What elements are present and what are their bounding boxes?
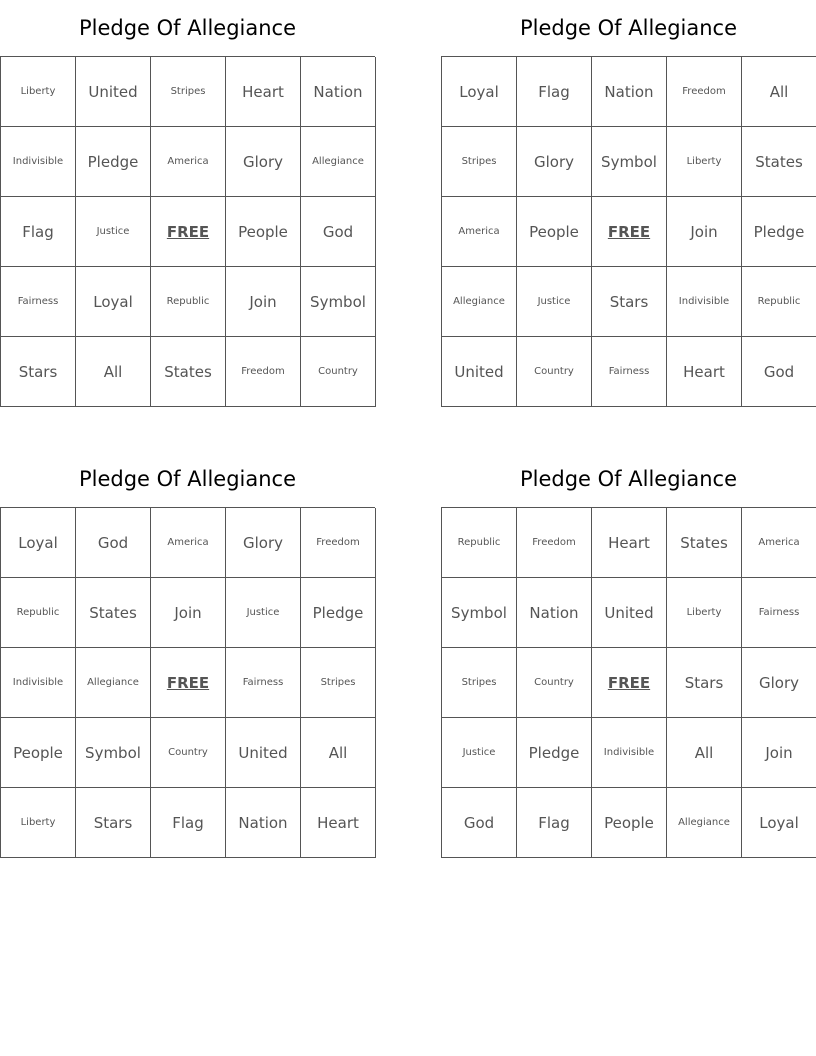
free-space-cell: FREE	[592, 648, 667, 718]
free-space-cell: FREE	[592, 197, 667, 267]
bingo-cell: Allegiance	[442, 267, 517, 337]
bingo-cell: Symbol	[592, 127, 667, 197]
free-space-cell: FREE	[151, 648, 226, 718]
bingo-cell: Pledge	[742, 197, 816, 267]
card-title: Pledge Of Allegiance	[519, 16, 738, 40]
bingo-cell: United	[442, 337, 517, 407]
bingo-cell: God	[442, 788, 517, 858]
bingo-cell: Allegiance	[301, 127, 376, 197]
bingo-grid	[0, 56, 375, 407]
bingo-cell: Liberty	[667, 578, 742, 648]
bingo-cell: United	[226, 718, 301, 788]
bingo-cell: Nation	[301, 57, 376, 127]
bingo-cell: All	[742, 57, 816, 127]
bingo-cell: Stars	[1, 337, 76, 407]
bingo-cell: Indivisible	[592, 718, 667, 788]
bingo-cell: Stripes	[151, 57, 226, 127]
bingo-cell: United	[592, 578, 667, 648]
bingo-cell: Republic	[1, 578, 76, 648]
bingo-cell: God	[76, 508, 151, 578]
bingo-cell: Join	[742, 718, 816, 788]
bingo-cell: America	[151, 127, 226, 197]
bingo-cell: People	[592, 788, 667, 858]
bingo-cell: Fairness	[1, 267, 76, 337]
bingo-cell: Flag	[517, 788, 592, 858]
bingo-cell: Fairness	[592, 337, 667, 407]
card-title: Pledge Of Allegiance	[519, 467, 738, 491]
bingo-cell: Country	[517, 648, 592, 718]
bingo-cell: Symbol	[76, 718, 151, 788]
bingo-cell: Fairness	[226, 648, 301, 718]
card-title: Pledge Of Allegiance	[78, 16, 297, 40]
bingo-cell: Justice	[76, 197, 151, 267]
bingo-cell: All	[301, 718, 376, 788]
card-title: Pledge Of Allegiance	[78, 467, 297, 491]
bingo-cell: Pledge	[76, 127, 151, 197]
bingo-cell: Stars	[592, 267, 667, 337]
bingo-card-2	[441, 0, 816, 407]
bingo-cell: Flag	[517, 57, 592, 127]
bingo-cell: Heart	[667, 337, 742, 407]
bingo-card-1	[0, 0, 375, 407]
bingo-cell: Pledge	[301, 578, 376, 648]
bingo-cell: Glory	[226, 508, 301, 578]
bingo-cell: Flag	[151, 788, 226, 858]
bingo-cell: People	[517, 197, 592, 267]
bingo-cell: Country	[151, 718, 226, 788]
bingo-cell: Symbol	[442, 578, 517, 648]
bingo-cell: States	[742, 127, 816, 197]
bingo-card-4	[441, 451, 816, 858]
bingo-cell: Stars	[76, 788, 151, 858]
bingo-cell: Flag	[1, 197, 76, 267]
bingo-cell: Republic	[151, 267, 226, 337]
bingo-cell: Pledge	[517, 718, 592, 788]
bingo-cell: Join	[667, 197, 742, 267]
bingo-grid	[0, 507, 375, 858]
bingo-cell: States	[151, 337, 226, 407]
bingo-cell: People	[1, 718, 76, 788]
bingo-cell: Glory	[226, 127, 301, 197]
bingo-cell: All	[76, 337, 151, 407]
bingo-cell: Fairness	[742, 578, 816, 648]
bingo-cell: Country	[517, 337, 592, 407]
bingo-cell: Join	[151, 578, 226, 648]
bingo-cell: Allegiance	[76, 648, 151, 718]
bingo-cell: Freedom	[667, 57, 742, 127]
bingo-cell: Heart	[592, 508, 667, 578]
bingo-cell: Heart	[226, 57, 301, 127]
bingo-cell: Loyal	[742, 788, 816, 858]
bingo-cell: People	[226, 197, 301, 267]
bingo-cell: Liberty	[1, 57, 76, 127]
bingo-cell: Country	[301, 337, 376, 407]
bingo-grid	[441, 507, 816, 858]
bingo-cell: Freedom	[517, 508, 592, 578]
bingo-cell: America	[442, 197, 517, 267]
bingo-cell: America	[151, 508, 226, 578]
bingo-cell: God	[742, 337, 816, 407]
bingo-cell: Indivisible	[667, 267, 742, 337]
bingo-cell: Stars	[667, 648, 742, 718]
bingo-cell: Allegiance	[667, 788, 742, 858]
bingo-cell: States	[667, 508, 742, 578]
bingo-cell: America	[742, 508, 816, 578]
bingo-cell: Stripes	[442, 127, 517, 197]
free-space-cell: FREE	[151, 197, 226, 267]
bingo-grid	[441, 56, 816, 407]
bingo-cell: United	[76, 57, 151, 127]
bingo-cell: Freedom	[226, 337, 301, 407]
bingo-cell: Indivisible	[1, 127, 76, 197]
bingo-cell: Glory	[742, 648, 816, 718]
bingo-cell: All	[667, 718, 742, 788]
bingo-cell: Republic	[742, 267, 816, 337]
bingo-cell: Indivisible	[1, 648, 76, 718]
bingo-cell: Nation	[517, 578, 592, 648]
bingo-card-3	[0, 451, 375, 858]
bingo-cell: Join	[226, 267, 301, 337]
bingo-cell: Nation	[226, 788, 301, 858]
bingo-cell: God	[301, 197, 376, 267]
bingo-cell: Justice	[442, 718, 517, 788]
bingo-cell: Freedom	[301, 508, 376, 578]
bingo-cell: States	[76, 578, 151, 648]
bingo-cell: Loyal	[76, 267, 151, 337]
bingo-cell: Liberty	[667, 127, 742, 197]
bingo-cell: Stripes	[301, 648, 376, 718]
bingo-cell: Loyal	[442, 57, 517, 127]
bingo-cell: Symbol	[301, 267, 376, 337]
bingo-cell: Justice	[226, 578, 301, 648]
bingo-cell: Heart	[301, 788, 376, 858]
bingo-cell: Loyal	[1, 508, 76, 578]
bingo-cell: Republic	[442, 508, 517, 578]
bingo-cell: Nation	[592, 57, 667, 127]
bingo-cell: Glory	[517, 127, 592, 197]
bingo-cell: Stripes	[442, 648, 517, 718]
bingo-cell: Liberty	[1, 788, 76, 858]
bingo-cell: Justice	[517, 267, 592, 337]
